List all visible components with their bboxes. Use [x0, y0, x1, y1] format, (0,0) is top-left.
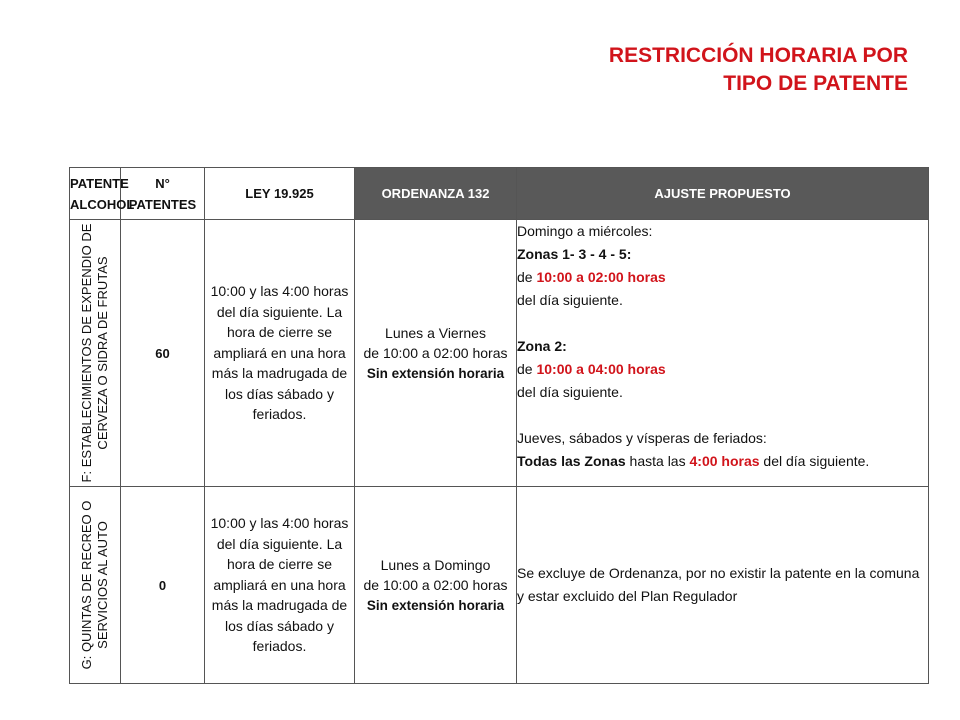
ajuste-zone-1-note: del día siguiente. [517, 292, 623, 308]
title-line-2: TIPO DE PATENTE [723, 72, 908, 95]
ajuste-all-zones: Todas las Zonas hasta las 4:00 horas del día siguiente. [517, 453, 870, 469]
header-ley: LEY 19.925 [205, 168, 355, 220]
header-patente-alcohol: PATENTE ALCOHOL [70, 168, 121, 220]
cell-ley: 10:00 y las 4:00 horas del día siguiente. La hora de cierre se ampliará en una hora más la madrugada de los días sábado y feriados. [205, 220, 355, 487]
header-ajuste-propuesto: AJUSTE PROPUESTO [517, 168, 929, 220]
cell-ley: 10:00 y las 4:00 horas del día siguiente. La hora de cierre se ampliará en una hora más la madrugada de los días sábado y feriados. [205, 487, 355, 684]
ord-days: Lunes a Viernes [385, 324, 486, 341]
ajuste-zone-1-label: Zonas 1- 3 - 4 - 5: [517, 246, 632, 262]
ajuste-zone-2-note: del día siguiente. [517, 384, 623, 400]
ajuste-days-1: Domingo a miércoles: [517, 223, 653, 239]
ajuste-zone-2-label: Zona 2: [517, 338, 567, 354]
cell-patente [70, 220, 121, 487]
ord-hours: de 10:00 a 02:00 horas [363, 344, 508, 361]
cell-n-patentes: 60 [121, 220, 205, 487]
header-n-patentes: N° PATENTES [121, 168, 205, 220]
cell-ordenanza [355, 220, 517, 487]
ord-hours: de 10:00 a 02:00 horas [363, 576, 508, 593]
ord-days: Lunes a Domingo [380, 556, 491, 573]
cell-n-patentes: 0 [121, 487, 205, 684]
cell-ajuste: Se excluye de Ordenanza, por no existir la patente en la comuna y estar excluido del Plan Regulador [517, 487, 929, 684]
patente-label: G: QUINTAS DE RECREO O SERVICIOS AL AUTO [79, 500, 110, 670]
header-ordenanza: ORDENANZA 132 [355, 168, 517, 220]
ajuste-zone-2-hours: de 10:00 a 04:00 horas [517, 361, 666, 377]
table-row [70, 220, 929, 487]
ord-note: Sin extensión horaria [366, 365, 505, 381]
cell-patente [70, 487, 121, 684]
restriction-table [69, 167, 929, 684]
patente-label: F: ESTABLECIMIENTOS DE EXPENDIO DE CERVEZA O SIDRA DE FRUTAS [79, 223, 110, 483]
ord-note: Sin extensión horaria [366, 597, 505, 613]
title-line-1: RESTRICCIÓN HORARIA POR [608, 44, 908, 67]
cell-ordenanza [355, 487, 517, 684]
slide-title [520, 42, 908, 98]
cell-ajuste [517, 220, 929, 487]
ajuste-zone-1-hours: de 10:00 a 02:00 horas [517, 269, 666, 285]
table-header-row [70, 168, 929, 220]
ajuste-days-2: Jueves, sábados y vísperas de feriados: [517, 430, 767, 446]
table-row [70, 487, 929, 684]
